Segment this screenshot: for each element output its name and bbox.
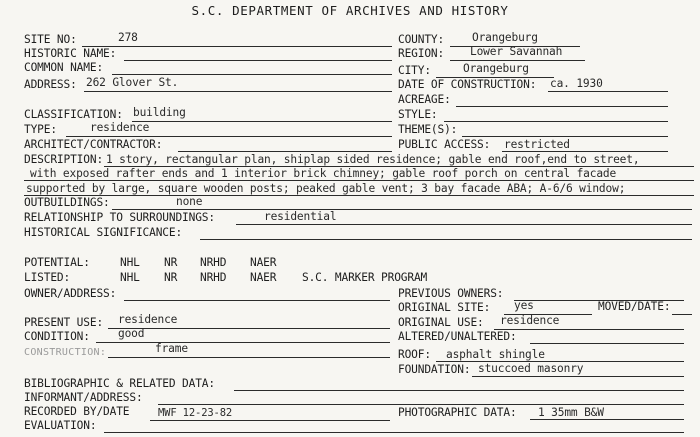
value-classification: building <box>133 106 186 119</box>
line-original-use <box>494 329 684 330</box>
line-historic-name <box>124 60 392 61</box>
value-region: Lower Savannah <box>470 45 563 58</box>
label-present-use: PRESENT USE: <box>24 316 104 329</box>
label-condition: CONDITION: <box>24 330 90 343</box>
value-date-construction: ca. 1930 <box>550 77 603 90</box>
value-city: Orangeburg <box>463 62 529 75</box>
listed-naer[interactable]: NAER <box>250 271 277 284</box>
label-historical-significance: HISTORICAL SIGNIFICANCE: <box>24 226 183 239</box>
potential-nrhd[interactable]: NRHD <box>200 256 227 269</box>
line-style <box>444 121 668 122</box>
line-informant <box>158 404 684 405</box>
line-description-3 <box>24 195 694 196</box>
line-condition <box>96 342 390 343</box>
label-city: CITY: <box>398 64 431 77</box>
value-description-2: with exposed rafter ends and 1 interior brick chimney; gable roof porch on central facade <box>30 167 617 180</box>
line-bibliographic <box>234 390 684 391</box>
value-present-use: residence <box>118 313 178 326</box>
label-bibliographic: BIBLIOGRAPHIC & RELATED DATA: <box>24 377 215 390</box>
value-public-access: restricted <box>504 138 570 151</box>
label-owner-address: OWNER/ADDRESS: <box>24 287 117 300</box>
label-informant: INFORMANT/ADDRESS: <box>24 391 143 404</box>
line-theme <box>462 136 668 137</box>
label-style: STYLE: <box>398 108 438 121</box>
value-outbuildings: none <box>176 195 203 208</box>
line-type <box>66 136 392 137</box>
value-original-site: yes <box>514 299 534 312</box>
label-date-construction: DATE OF CONSTRUCTION: <box>398 78 537 91</box>
value-condition: good <box>118 327 145 340</box>
label-recorded-by: RECORDED BY/DATE <box>24 405 130 418</box>
potential-nr[interactable]: NR <box>164 256 178 269</box>
label-theme: THEME(S): <box>398 123 458 136</box>
line-classification <box>132 121 392 122</box>
sc-marker-program[interactable]: S.C. MARKER PROGRAM <box>302 271 428 284</box>
label-construction: CONSTRUCTION: <box>24 347 107 358</box>
listed-nrhd[interactable]: NRHD <box>200 271 227 284</box>
label-original-use: ORIGINAL USE: <box>398 316 484 329</box>
label-original-site: ORIGINAL SITE: <box>398 301 491 314</box>
value-construction: frame <box>155 342 188 355</box>
label-outbuildings: OUTBUILDINGS: <box>24 196 110 209</box>
line-public-access <box>502 151 668 152</box>
potential-nhl[interactable]: NHL <box>120 256 140 269</box>
line-site-no <box>82 46 392 47</box>
line-owner-address <box>124 300 390 301</box>
label-description: DESCRIPTION: <box>24 153 104 166</box>
value-foundation: stuccoed masonry <box>478 362 584 375</box>
value-site-no: 278 <box>118 31 138 44</box>
value-roof: asphalt shingle <box>446 348 545 361</box>
line-moved-date <box>672 314 692 315</box>
label-county: COUNTY: <box>398 33 445 46</box>
label-type: TYPE: <box>24 123 57 136</box>
line-acreage <box>456 106 668 107</box>
line-common-name <box>112 74 392 75</box>
line-altered <box>530 343 684 344</box>
value-original-use: residence <box>500 314 560 327</box>
line-historical-significance <box>200 239 692 240</box>
value-photographic-data: 1 35mm B&W <box>538 406 604 419</box>
line-construction <box>108 357 390 358</box>
label-moved-date: MOVED/DATE: <box>598 300 671 313</box>
label-acreage: ACREAGE: <box>398 93 451 106</box>
potential-naer[interactable]: NAER <box>250 256 277 269</box>
line-date-construction <box>548 91 668 92</box>
value-address: 262 Glover St. <box>86 76 179 89</box>
line-architect <box>178 151 392 152</box>
line-address <box>84 91 392 92</box>
label-region: REGION: <box>398 47 445 60</box>
line-relationship <box>236 224 692 225</box>
label-previous-owners: PREVIOUS OWNERS: <box>398 287 504 300</box>
label-potential: POTENTIAL: <box>24 256 90 269</box>
line-present-use <box>108 328 390 329</box>
label-roof: ROOF: <box>398 348 431 361</box>
value-description-3: supported by large, square wooden posts; peaked gable vent; 3 bay facade ABA; A-6/6 window; <box>26 182 626 195</box>
label-common-name: COMMON NAME: <box>24 61 104 74</box>
value-relationship: residential <box>264 210 337 223</box>
line-photographic-data <box>530 419 684 420</box>
label-altered: ALTERED/UNALTERED: <box>398 330 517 343</box>
value-type: residence <box>90 121 150 134</box>
line-evaluation <box>104 432 684 433</box>
listed-nhl[interactable]: NHL <box>120 271 140 284</box>
label-classification: CLASSIFICATION: <box>24 108 123 121</box>
label-public-access: PUBLIC ACCESS: <box>398 138 491 151</box>
line-region <box>450 60 585 61</box>
label-architect: ARCHITECT/CONTRACTOR: <box>24 138 163 151</box>
value-description-1: 1 story, rectangular plan, shiplap sided residence; gable end roof,end to street, <box>106 153 640 166</box>
label-site-no: SITE NO: <box>24 33 77 46</box>
label-listed: LISTED: <box>24 271 71 284</box>
listed-nr[interactable]: NR <box>164 271 178 284</box>
label-evaluation: EVALUATION: <box>24 419 97 432</box>
label-photographic-data: PHOTOGRAPHIC DATA: <box>398 406 517 419</box>
form-title: S.C. DEPARTMENT OF ARCHIVES AND HISTORY <box>191 3 509 18</box>
line-recorded-by <box>150 420 390 421</box>
label-historic-name: HISTORIC NAME: <box>24 47 117 60</box>
label-relationship: RELATIONSHIP TO SURROUNDINGS: <box>24 211 215 224</box>
label-address: ADDRESS: <box>24 78 77 91</box>
label-foundation: FOUNDATION: <box>398 363 471 376</box>
line-foundation <box>472 376 684 377</box>
value-recorded-by: MWF 12-23-82 <box>158 407 233 419</box>
line-description-2 <box>24 180 694 181</box>
line-outbuildings <box>112 209 692 210</box>
value-county: Orangeburg <box>472 31 538 44</box>
